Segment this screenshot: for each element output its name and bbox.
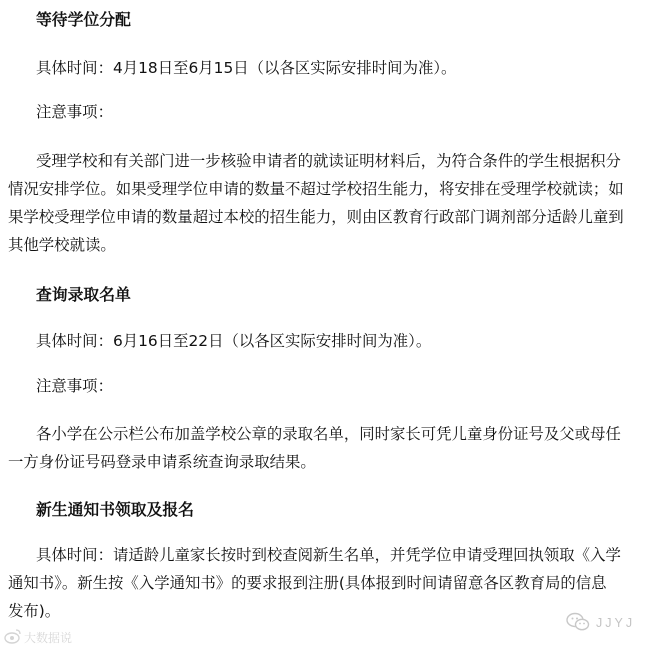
time-line: 通知书》。新生按《入学通知书》的要求报到注册(具体报到时间请留意各区教育局的信息	[8, 574, 607, 592]
body-line: 各小学在公示栏公布加盖学校公章的录取名单，同时家长可凭儿童身份证号及父或母任	[36, 425, 621, 443]
watermark-right-text: JJYJ	[596, 616, 636, 630]
wechat-logo-icon	[566, 612, 590, 635]
time-paragraph: 具体时间：6月16日至22日（以各区实际安排时间为准）。	[36, 332, 432, 350]
body-paragraph	[8, 420, 644, 476]
time-paragraph	[8, 541, 644, 625]
notice-label: 注意事项：	[36, 377, 113, 395]
notice-label: 注意事项：	[36, 103, 113, 121]
account-watermark	[566, 610, 635, 636]
body-paragraph	[8, 147, 644, 259]
body-line: 其他学校就读。	[8, 236, 116, 254]
section-heading: 查询录取名单	[36, 285, 131, 304]
body-line: 一方身份证号码登录申请系统查询录取结果。	[8, 453, 316, 471]
body-line: 果学校受理学位申请的数量超过本校的招生能力，则由区教育行政部门调剂部分适龄儿童到	[8, 208, 624, 226]
body-line: 情况安排学位。如果受理学位申请的数量不超过学校招生能力，将安排在受理学校就读；如	[8, 180, 624, 198]
section-heading: 等待学位分配	[36, 10, 131, 29]
body-line: 受理学校和有关部门进一步核验申请者的就读证明材料后，为符合条件的学生根据积分	[36, 152, 621, 170]
section-heading: 新生通知书领取及报名	[36, 500, 194, 519]
weibo-logo-icon	[4, 628, 22, 647]
watermark-left-text: 大数据说	[24, 630, 73, 645]
time-paragraph: 具体时间：4月18日至6月15日（以各区实际安排时间为准）。	[36, 59, 457, 77]
time-line: 发布)。	[8, 602, 61, 620]
source-watermark	[4, 626, 72, 648]
time-line: 具体时间：请适龄儿童家长按时到校查阅新生名单，并凭学位申请受理回执领取《入学	[36, 546, 621, 564]
